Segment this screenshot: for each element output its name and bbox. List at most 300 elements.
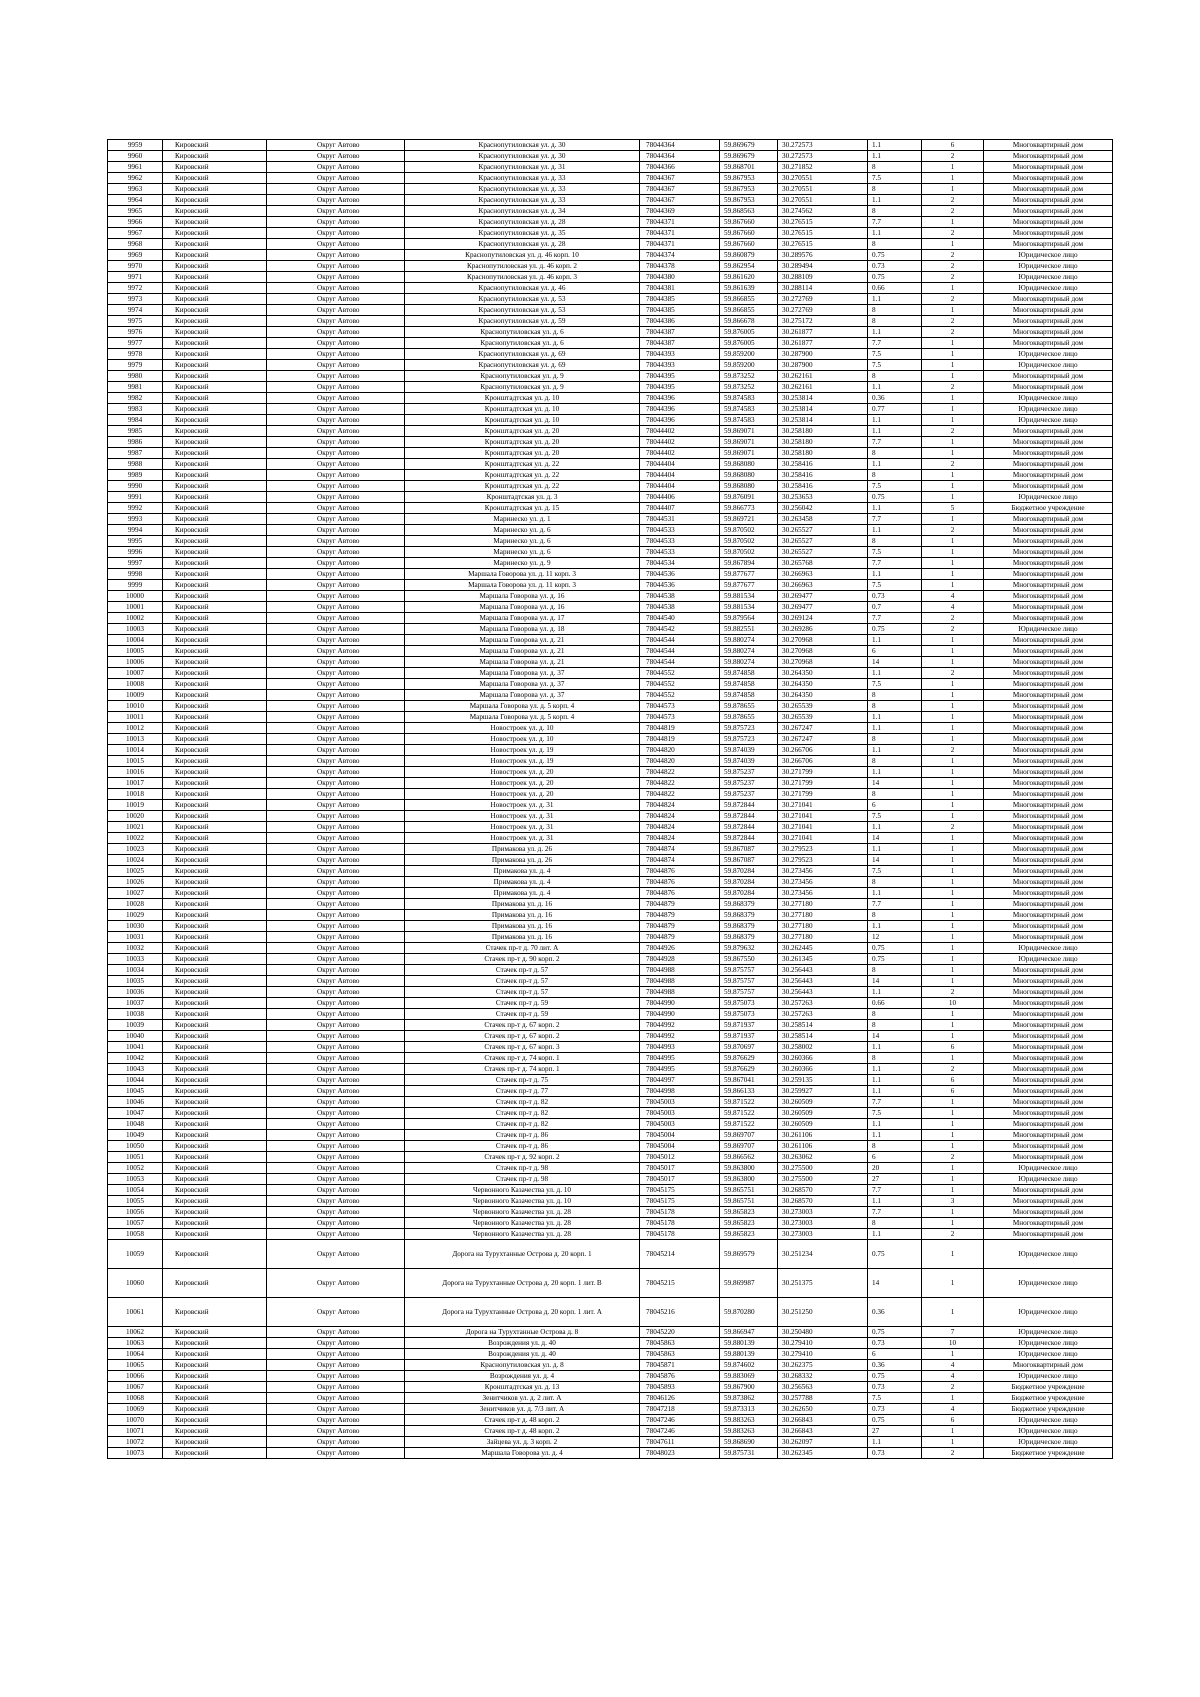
longitude-cell: 30.271799 [778,778,868,789]
okrug-cell: Округ Автово [267,998,405,1009]
latitude-cell: 59.866133 [720,1086,778,1097]
object-type-cell: Юридическое лицо [984,1327,1113,1338]
count-cell: 2 [922,316,984,327]
row-number-cell: 10000 [108,591,163,602]
district-cell: Кировский [163,734,267,745]
value-cell: 0.73 [868,261,922,272]
object-code-cell: 78045214 [640,1240,720,1269]
value-cell: 12 [868,932,922,943]
address-cell: Кронштадтская ул. д. 20 [405,426,640,437]
okrug-cell: Округ Автово [267,338,405,349]
address-cell: Краснопутиловская ул. д. 46 корп. 2 [405,261,640,272]
longitude-cell: 30.253814 [778,393,868,404]
table-row [108,525,1113,536]
value-cell: 7.7 [868,613,922,624]
object-code-cell: 78044404 [640,459,720,470]
value-cell: 8 [868,1053,922,1064]
longitude-cell: 30.277180 [778,910,868,921]
object-code-cell: 78044824 [640,800,720,811]
object-code-cell: 78044876 [640,866,720,877]
object-type-cell: Многоквартирный дом [984,525,1113,536]
object-code-cell: 78044396 [640,415,720,426]
object-type-cell: Многоквартирный дом [984,1053,1113,1064]
longitude-cell: 30.289494 [778,261,868,272]
district-cell: Кировский [163,1338,267,1349]
longitude-cell: 30.256443 [778,987,868,998]
count-cell: 1 [922,1163,984,1174]
longitude-cell: 30.276515 [778,228,868,239]
row-number-cell: 10045 [108,1086,163,1097]
okrug-cell: Округ Автово [267,239,405,250]
row-number-cell: 10025 [108,866,163,877]
longitude-cell: 30.263458 [778,514,868,525]
table-row [108,195,1113,206]
object-type-cell: Многоквартирный дом [984,756,1113,767]
value-cell: 0.73 [868,1338,922,1349]
address-cell: Маршала Говорова ул. д. 21 [405,635,640,646]
okrug-cell: Округ Автово [267,646,405,657]
object-type-cell: Юридическое лицо [984,250,1113,261]
longitude-cell: 30.251234 [778,1240,868,1269]
count-cell: 4 [922,1371,984,1382]
value-cell: 27 [868,1426,922,1437]
district-cell: Кировский [163,239,267,250]
value-cell: 1.1 [868,1437,922,1448]
district-cell: Кировский [163,481,267,492]
address-cell: Стачек пр-т д. 98 [405,1174,640,1185]
latitude-cell: 59.865823 [720,1229,778,1240]
value-cell: 0.7 [868,602,922,613]
table-row [108,613,1113,624]
object-type-cell: Многоквартирный дом [984,305,1113,316]
address-cell: Новостроек ул. д. 31 [405,800,640,811]
count-cell: 1 [922,1207,984,1218]
district-cell: Кировский [163,525,267,536]
object-type-cell: Юридическое лицо [984,272,1113,283]
district-cell: Кировский [163,1240,267,1269]
count-cell: 1 [922,657,984,668]
count-cell: 1 [922,1031,984,1042]
object-type-cell: Многоквартирный дом [984,591,1113,602]
object-type-cell: Многоквартирный дом [984,734,1113,745]
district-cell: Кировский [163,261,267,272]
object-code-cell: 78044819 [640,734,720,745]
row-number-cell: 10043 [108,1064,163,1075]
row-number-cell: 10014 [108,745,163,756]
object-type-cell: Многоквартирный дом [984,140,1113,151]
longitude-cell: 30.256042 [778,503,868,514]
object-type-cell: Многоквартирный дом [984,184,1113,195]
latitude-cell: 59.868690 [720,1437,778,1448]
object-code-cell: 78044990 [640,998,720,1009]
table-row [108,888,1113,899]
object-code-cell: 78044387 [640,327,720,338]
count-cell: 6 [922,1075,984,1086]
table-row [108,1437,1113,1448]
row-number-cell: 9966 [108,217,163,228]
table-row [108,602,1113,613]
longitude-cell: 30.266963 [778,580,868,591]
row-number-cell: 9996 [108,547,163,558]
okrug-cell: Округ Автово [267,272,405,283]
value-cell: 8 [868,470,922,481]
table-row [108,470,1113,481]
row-number-cell: 10058 [108,1229,163,1240]
row-number-cell: 10059 [108,1240,163,1269]
value-cell: 0.36 [868,393,922,404]
district-cell: Кировский [163,1086,267,1097]
longitude-cell: 30.288109 [778,272,868,283]
district-cell: Кировский [163,855,267,866]
address-cell: Стачек пр-т д. 92 корп. 2 [405,1152,640,1163]
row-number-cell: 9991 [108,492,163,503]
object-code-cell: 78044402 [640,437,720,448]
value-cell: 8 [868,371,922,382]
object-code-cell: 78044573 [640,701,720,712]
address-cell: Маршала Говорова ул. д. 11 корп. 3 [405,569,640,580]
latitude-cell: 59.875237 [720,789,778,800]
district-cell: Кировский [163,503,267,514]
address-cell: Кронштадтская ул. д. 10 [405,393,640,404]
row-number-cell: 10020 [108,811,163,822]
address-cell: Маршала Говорова ул. д. 11 корп. 3 [405,580,640,591]
longitude-cell: 30.273456 [778,866,868,877]
latitude-cell: 59.866947 [720,1327,778,1338]
latitude-cell: 59.877677 [720,580,778,591]
row-number-cell: 10071 [108,1426,163,1437]
count-cell: 1 [922,921,984,932]
count-cell: 1 [922,1298,984,1327]
address-cell: Краснопутиловская ул. д. 35 [405,228,640,239]
object-type-cell: Многоквартирный дом [984,1108,1113,1119]
district-cell: Кировский [163,1382,267,1393]
district-cell: Кировский [163,965,267,976]
object-type-cell: Многоквартирный дом [984,811,1113,822]
value-cell: 8 [868,316,922,327]
table-row [108,481,1113,492]
object-type-cell: Многоквартирный дом [984,1031,1113,1042]
table-row [108,580,1113,591]
table-row [108,844,1113,855]
district-cell: Кировский [163,800,267,811]
object-type-cell: Многоквартирный дом [984,701,1113,712]
object-type-cell: Юридическое лицо [984,349,1113,360]
object-code-cell: 78047246 [640,1415,720,1426]
longitude-cell: 30.259135 [778,1075,868,1086]
address-cell: Краснопутиловская ул. д. 6 [405,327,640,338]
object-code-cell: 78044406 [640,492,720,503]
district-cell: Кировский [163,833,267,844]
count-cell: 1 [922,1426,984,1437]
object-code-cell: 78044997 [640,1075,720,1086]
latitude-cell: 59.867087 [720,844,778,855]
okrug-cell: Округ Автово [267,217,405,228]
latitude-cell: 59.871522 [720,1097,778,1108]
latitude-cell: 59.874039 [720,745,778,756]
row-number-cell: 10035 [108,976,163,987]
table-row [108,1393,1113,1404]
row-number-cell: 10068 [108,1393,163,1404]
longitude-cell: 30.265539 [778,712,868,723]
row-number-cell: 10053 [108,1174,163,1185]
latitude-cell: 59.870502 [720,536,778,547]
value-cell: 0.77 [868,404,922,415]
row-number-cell: 10004 [108,635,163,646]
object-code-cell: 78044371 [640,217,720,228]
count-cell: 1 [922,217,984,228]
row-number-cell: 9961 [108,162,163,173]
longitude-cell: 30.273456 [778,888,868,899]
address-cell: Стачек пр-т д. 59 [405,998,640,1009]
value-cell: 7.5 [868,547,922,558]
okrug-cell: Округ Автово [267,1020,405,1031]
table-row [108,712,1113,723]
table-row [108,1327,1113,1338]
district-cell: Кировский [163,580,267,591]
object-code-cell: 78044538 [640,591,720,602]
address-cell: Маринеско ул. д. 6 [405,525,640,536]
count-cell: 1 [922,811,984,822]
row-number-cell: 10062 [108,1327,163,1338]
okrug-cell: Округ Автово [267,1207,405,1218]
district-cell: Кировский [163,1152,267,1163]
longitude-cell: 30.262650 [778,1404,868,1415]
latitude-cell: 59.880139 [720,1349,778,1360]
object-code-cell: 78045017 [640,1174,720,1185]
okrug-cell: Округ Автово [267,415,405,426]
longitude-cell: 30.271799 [778,789,868,800]
latitude-cell: 59.859200 [720,349,778,360]
district-cell: Кировский [163,140,267,151]
value-cell: 0.75 [868,1240,922,1269]
value-cell: 1.1 [868,767,922,778]
object-code-cell: 78044364 [640,151,720,162]
latitude-cell: 59.875757 [720,965,778,976]
object-type-cell: Многоквартирный дом [984,580,1113,591]
address-cell: Дорога на Турухтанные Острова д. 8 [405,1327,640,1338]
count-cell: 1 [922,976,984,987]
okrug-cell: Округ Автово [267,723,405,734]
count-cell: 2 [922,745,984,756]
object-type-cell: Многоквартирный дом [984,965,1113,976]
object-code-cell: 78044533 [640,547,720,558]
object-type-cell: Многоквартирный дом [984,800,1113,811]
longitude-cell: 30.261345 [778,954,868,965]
object-type-cell: Многоквартирный дом [984,1064,1113,1075]
object-code-cell: 78045004 [640,1130,720,1141]
okrug-cell: Округ Автово [267,1064,405,1075]
object-type-cell: Многоквартирный дом [984,1042,1113,1053]
table-row [108,1349,1113,1360]
count-cell: 1 [922,470,984,481]
row-number-cell: 9968 [108,239,163,250]
table-row [108,151,1113,162]
district-cell: Кировский [163,657,267,668]
latitude-cell: 59.869707 [720,1141,778,1152]
district-cell: Кировский [163,316,267,327]
row-number-cell: 10044 [108,1075,163,1086]
table-row [108,1338,1113,1349]
latitude-cell: 59.870284 [720,888,778,899]
longitude-cell: 30.271041 [778,811,868,822]
address-cell: Стачек пр-т д. 70 лит. А [405,943,640,954]
address-cell: Примакова ул. д. 16 [405,921,640,932]
object-code-cell: 78045863 [640,1349,720,1360]
latitude-cell: 59.867953 [720,184,778,195]
district-cell: Кировский [163,932,267,943]
row-number-cell: 10015 [108,756,163,767]
object-type-cell: Многоквартирный дом [984,1097,1113,1108]
okrug-cell: Округ Автово [267,734,405,745]
row-number-cell: 10007 [108,668,163,679]
row-number-cell: 9994 [108,525,163,536]
object-code-cell: 78044395 [640,382,720,393]
address-cell: Краснопутиловская ул. д. 69 [405,349,640,360]
table-row [108,1298,1113,1327]
object-type-cell: Многоквартирный дом [984,866,1113,877]
table-row [108,1174,1113,1185]
address-cell: Маринеско ул. д. 6 [405,547,640,558]
district-cell: Кировский [163,470,267,481]
count-cell: 2 [922,525,984,536]
okrug-cell: Округ Автово [267,1108,405,1119]
latitude-cell: 59.865751 [720,1185,778,1196]
address-cell: Червонного Казачества ул. д. 28 [405,1207,640,1218]
value-cell: 1.1 [868,888,922,899]
district-cell: Кировский [163,1269,267,1298]
table-row [108,536,1113,547]
okrug-cell: Округ Автово [267,404,405,415]
value-cell: 7.7 [868,217,922,228]
latitude-cell: 59.870502 [720,525,778,536]
longitude-cell: 30.269124 [778,613,868,624]
district-cell: Кировский [163,1360,267,1371]
table-row [108,349,1113,360]
count-cell: 1 [922,437,984,448]
count-cell: 2 [922,459,984,470]
row-number-cell: 10037 [108,998,163,1009]
longitude-cell: 30.273003 [778,1229,868,1240]
object-type-cell: Юридическое лицо [984,1415,1113,1426]
district-cell: Кировский [163,712,267,723]
count-cell: 1 [922,723,984,734]
latitude-cell: 59.871937 [720,1031,778,1042]
longitude-cell: 30.271041 [778,833,868,844]
okrug-cell: Округ Автово [267,767,405,778]
longitude-cell: 30.251250 [778,1298,868,1327]
row-number-cell: 9963 [108,184,163,195]
address-cell: Кронштадтская ул. д. 22 [405,459,640,470]
object-type-cell: Юридическое лицо [984,1437,1113,1448]
value-cell: 7.7 [868,1207,922,1218]
district-cell: Кировский [163,492,267,503]
latitude-cell: 59.874858 [720,679,778,690]
address-cell: Маршала Говорова ул. д. 21 [405,646,640,657]
count-cell: 2 [922,228,984,239]
row-number-cell: 9976 [108,327,163,338]
district-cell: Кировский [163,591,267,602]
okrug-cell: Округ Автово [267,1327,405,1338]
table-row [108,745,1113,756]
district-cell: Кировский [163,371,267,382]
object-code-cell: 78044531 [640,514,720,525]
okrug-cell: Округ Автово [267,393,405,404]
okrug-cell: Округ Автово [267,800,405,811]
district-cell: Кировский [163,1298,267,1327]
district-cell: Кировский [163,184,267,195]
object-type-cell: Многоквартирный дом [984,712,1113,723]
count-cell: 1 [922,569,984,580]
okrug-cell: Округ Автово [267,1415,405,1426]
longitude-cell: 30.269477 [778,591,868,602]
value-cell: 1.1 [868,723,922,734]
longitude-cell: 30.258416 [778,470,868,481]
district-cell: Кировский [163,415,267,426]
okrug-cell: Округ Автово [267,437,405,448]
value-cell: 0.75 [868,1327,922,1338]
okrug-cell: Округ Автово [267,591,405,602]
okrug-cell: Округ Автово [267,459,405,470]
okrug-cell: Округ Автово [267,1185,405,1196]
latitude-cell: 59.875731 [720,1448,778,1459]
table-row [108,547,1113,558]
object-type-cell: Многоквартирный дом [984,646,1113,657]
object-type-cell: Многоквартирный дом [984,437,1113,448]
object-type-cell: Многоквартирный дом [984,206,1113,217]
latitude-cell: 59.874583 [720,393,778,404]
row-number-cell: 10003 [108,624,163,635]
district-cell: Кировский [163,459,267,470]
object-code-cell: 78044879 [640,910,720,921]
district-cell: Кировский [163,426,267,437]
count-cell: 2 [922,1448,984,1459]
district-cell: Кировский [163,305,267,316]
okrug-cell: Округ Автово [267,1298,405,1327]
address-cell: Червонного Казачества ул. д. 10 [405,1185,640,1196]
row-number-cell: 10002 [108,613,163,624]
latitude-cell: 59.870284 [720,877,778,888]
object-type-cell: Многоквартирный дом [984,1207,1113,1218]
value-cell: 7.7 [868,514,922,525]
row-number-cell: 9975 [108,316,163,327]
address-cell: Стачек пр-т д. 57 [405,987,640,998]
count-cell: 2 [922,151,984,162]
longitude-cell: 30.260366 [778,1053,868,1064]
value-cell: 1.1 [868,459,922,470]
row-number-cell: 10017 [108,778,163,789]
count-cell: 1 [922,800,984,811]
value-cell: 1.1 [868,921,922,932]
address-cell: Стачек пр-т д. 57 [405,976,640,987]
object-code-cell: 78045215 [640,1269,720,1298]
value-cell: 8 [868,1141,922,1152]
district-cell: Кировский [163,1031,267,1042]
okrug-cell: Округ Автово [267,382,405,393]
value-cell: 1.1 [868,195,922,206]
district-cell: Кировский [163,921,267,932]
count-cell: 1 [922,712,984,723]
value-cell: 7.5 [868,173,922,184]
table-row [108,910,1113,921]
district-cell: Кировский [163,954,267,965]
address-cell: Краснопутиловская ул. д. 6 [405,338,640,349]
table-row [108,1371,1113,1382]
district-cell: Кировский [163,1075,267,1086]
longitude-cell: 30.258180 [778,426,868,437]
table-row [108,283,1113,294]
count-cell: 1 [922,679,984,690]
okrug-cell: Округ Автово [267,745,405,756]
